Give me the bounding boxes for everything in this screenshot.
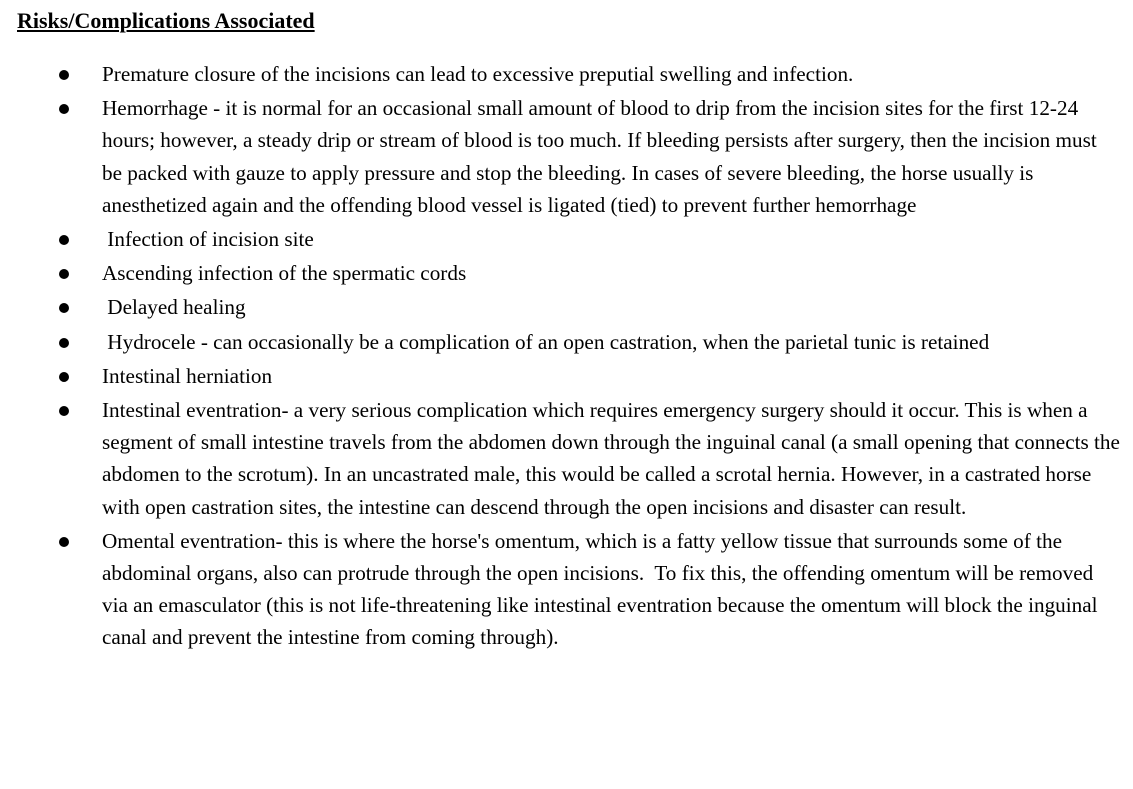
list-item xyxy=(0,58,1120,90)
bullet-icon xyxy=(59,235,69,245)
list-item xyxy=(0,92,1120,221)
bullet-icon xyxy=(59,372,69,382)
list-item-text: Infection of incision site xyxy=(102,227,314,252)
complications-list xyxy=(0,58,1126,656)
list-item xyxy=(0,291,1120,323)
list-item-text: Hydrocele - can occasionally be a complication of an open castration, when the parietal tunic is retained xyxy=(102,329,990,354)
bullet-icon xyxy=(59,70,69,80)
bullet-icon xyxy=(59,303,69,313)
list-item-text: Ascending infection of the spermatic cords xyxy=(102,261,467,286)
list-item-text: Intestinal eventration- a very serious complication which requires emergency surgery should it occur. This is when a segment of small intestine travels from the abdomen down through the inguinal canal (a small opening that connects the abdomen to the scrotum). In an uncastrated male, this would be called a scrotal hernia. However, in a castrated horse with open castration sites, the intestine can descend through the open incisions and disaster can result. xyxy=(102,398,1126,519)
bullet-icon xyxy=(59,537,69,547)
list-item xyxy=(0,326,1120,358)
bullet-icon xyxy=(59,406,69,416)
list-item-text: Premature closure of the incisions can lead to excessive preputial swelling and infection. xyxy=(102,62,854,86)
list-item xyxy=(0,223,1120,255)
section-heading: Risks/Complications Associated xyxy=(17,8,315,33)
list-item xyxy=(0,394,1126,523)
list-item-text: Omental eventration- this is where the horse's omentum, which is a fatty yellow tissue that surrounds some of the abdominal organs, also can protrude through the open incisions. To fix this, the offending omentum will be removed via an emasculator (this is not life-threatening like intestinal eventration because the omentum will block the inguinal canal and prevent the intestine from coming through). xyxy=(102,528,1103,650)
bullet-icon xyxy=(59,338,69,348)
bullet-icon xyxy=(59,269,69,279)
list-item xyxy=(0,360,1120,392)
bullet-icon xyxy=(59,104,69,114)
list-item xyxy=(0,257,1120,289)
list-item-text: Hemorrhage - it is normal for an occasional small amount of blood to drip from the incision sites for the first 12-24 hours; however, a steady drip or stream of blood is too much. If bleeding persists after surgery, then the incision must be packed with gauze to apply pressure and stop the bleeding. In cases of severe bleeding, the horse usually is anesthetized again and the offending blood vessel is ligated (tied) to prevent further hemorrhage xyxy=(102,96,1103,217)
list-item xyxy=(0,525,1120,654)
list-item-text: Delayed healing xyxy=(102,295,246,320)
list-item-text: Intestinal herniation xyxy=(102,363,273,388)
